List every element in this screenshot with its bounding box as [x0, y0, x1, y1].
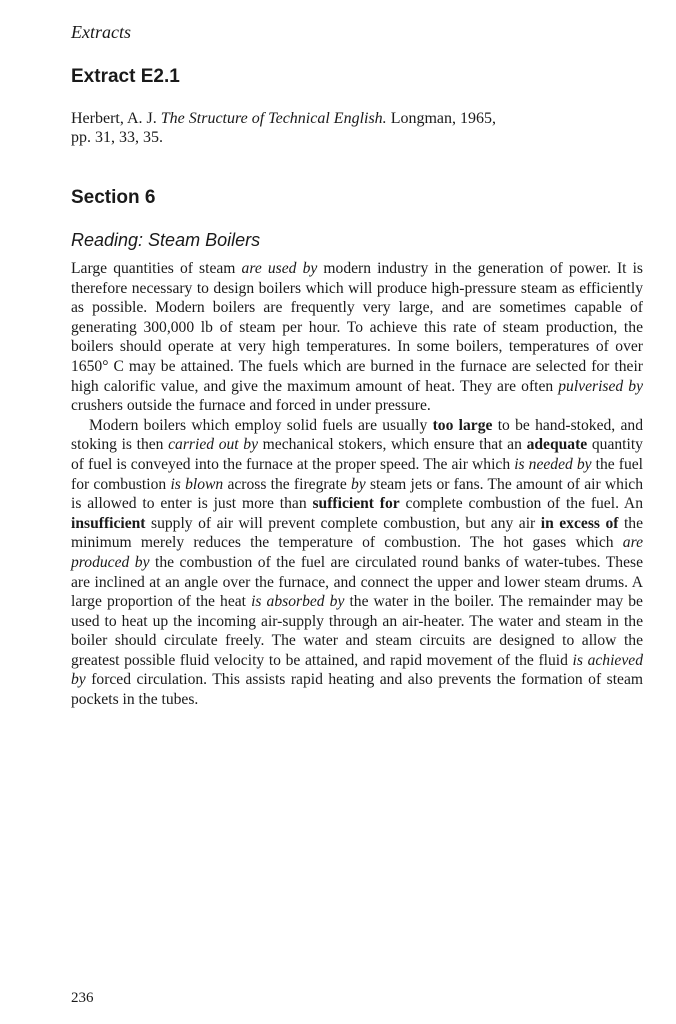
paragraph2-run: complete combustion of the fuel. An [399, 495, 643, 513]
page-number: 236 [71, 990, 94, 1006]
paragraph2-run: is absorbed by [251, 593, 345, 611]
paragraph2-run: supply of air will prevent complete combustion, but any air [145, 514, 541, 532]
paragraph2-run: is blown [170, 475, 224, 493]
paragraph2-run: forced circulation. This assists rapid heating and also prevents the formation of steam pockets in the tubes. [71, 671, 643, 709]
paragraph2-run: insufficient [71, 514, 146, 532]
paragraph2-run: is needed by [514, 455, 592, 473]
reading-body [71, 259, 643, 710]
paragraph2-run: steam jets or fans. The amount of air which is allowed to enter is just more than [71, 475, 644, 513]
paragraph1-run: are used by [241, 260, 318, 277]
paragraph2-run: the water in the boiler. The remainder may be used to heat up the incoming air-supply through an air-heater. The water and steam in the boiler should circulate freely. The water and steam circuits are designed to allow the greatest possible fluid velocity to be attained, and rapid movement of the fluid [71, 593, 643, 669]
paragraph2-run: mechanical stokers, which ensure that an [258, 436, 527, 454]
paragraph2-run: the minimum merely reduces the temperature of combustion. The hot gases which [71, 514, 644, 552]
paragraph2-run: Modern boilers which employ solid fuels are usually [89, 416, 433, 434]
paragraph1-run: crushers outside the furnace and forced in under pressure. [71, 397, 431, 415]
section-heading: Section 6 [71, 187, 156, 208]
paragraph1-run: pulverised by [558, 377, 643, 395]
paragraph2-run: is achieved by [71, 651, 643, 689]
paragraph2-run: sufficient for [312, 495, 400, 513]
paragraph2-run: across the firegrate [223, 475, 351, 493]
citation-title: The Structure of Technical English. [160, 110, 387, 127]
paragraph2-run: are produced by [71, 534, 643, 571]
extract-heading: Extract E2.1 [71, 66, 180, 87]
paragraph2-run: carried out by [168, 436, 258, 454]
body-paragraph-1 [71, 259, 643, 416]
paragraph2-run: in excess of [540, 514, 619, 532]
citation [71, 109, 591, 147]
running-head: Extracts [71, 22, 131, 42]
paragraph2-run: by [350, 475, 366, 493]
paragraph2-run: the fuel for combustion [71, 455, 644, 493]
paragraph2-run: too large [432, 416, 493, 434]
citation-pages: pp. 31, 33, 35. [71, 129, 163, 146]
citation-author: Herbert, A. J. [71, 110, 157, 127]
paragraph1-run: modern industry in the generation of power. It is therefore necessary to design boilers which will produce high-pressure steam as efficiently as possible. Modern boilers are frequently very large, and are sometimes capable of generating 300,000 lb of steam per hour. To achieve this rate of steam production, the boilers should operate at very high temperatures. In some boilers, temperatures of over 1650° C may be attained. The fuels which are burned in the furnace are selected for their high calorific value, and give the maximum amount of heat. They are often [71, 260, 644, 395]
paragraph1-run: Large quantities of steam [71, 260, 242, 277]
paragraph2-run: quantity of fuel is conveyed into the furnace at the proper speed. The air which [71, 436, 643, 473]
paragraph2-run: adequate [526, 436, 588, 454]
reading-title: Reading: Steam Boilers [71, 230, 261, 250]
body-paragraph-2 [71, 416, 643, 710]
citation-publisher-year: Longman, 1965, [390, 110, 497, 127]
paragraph2-run: the combustion of the fuel are circulated round banks of water-tubes. These are inclined at an angle over the furnace, and connect the upper and lower steam drums. A large proportion of the heat [71, 553, 643, 611]
paragraph2-run: to be hand-stoked, and stoking is then [71, 416, 643, 454]
